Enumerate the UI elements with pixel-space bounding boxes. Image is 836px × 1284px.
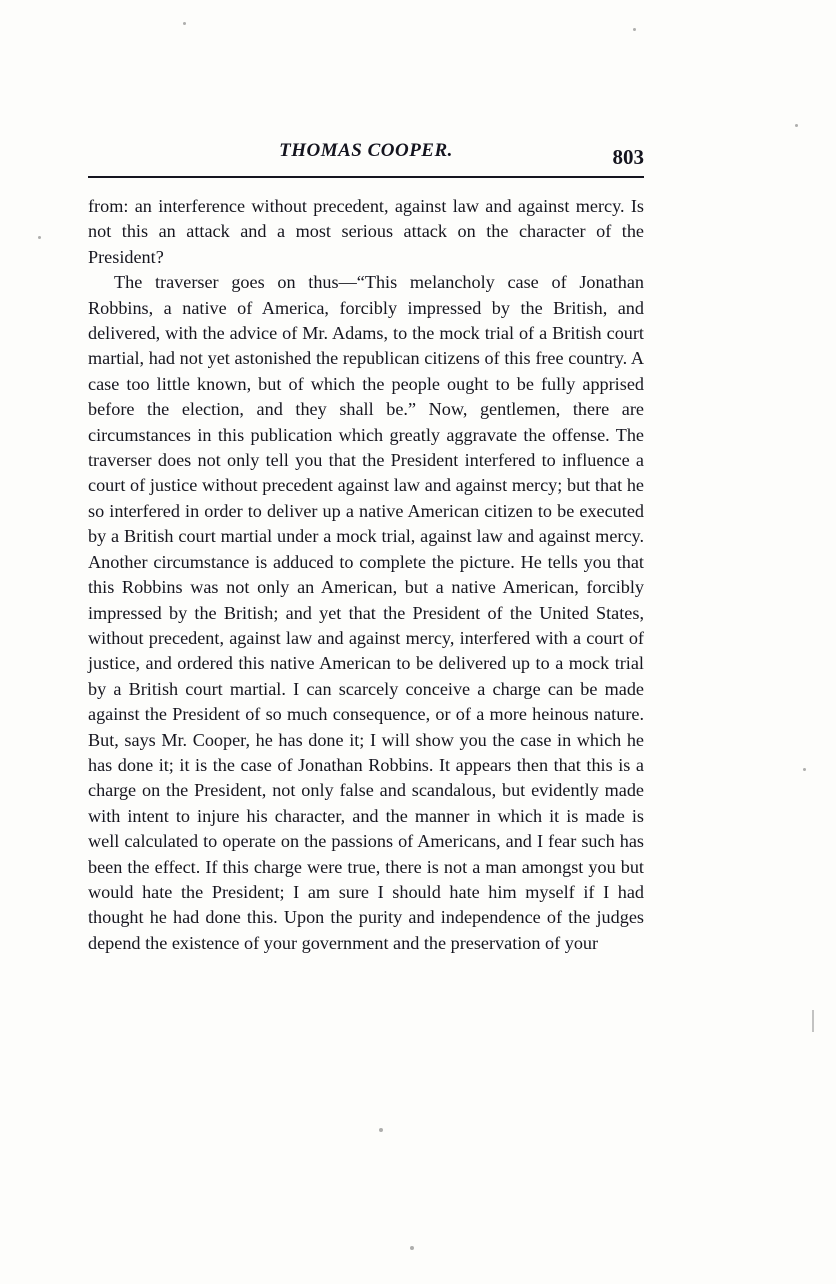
body-text [88,194,644,956]
page-header [88,140,644,170]
page-edge-mark [812,1010,814,1032]
page-speck [183,22,186,25]
paragraph: from: an interference without precedent, against law and against mercy. Is not this an attack and a most serious attack on the character of the President? [88,196,644,267]
page-speck [410,1246,414,1250]
running-head: THOMAS COOPER. [279,140,453,161]
page-speck [379,1128,383,1132]
paragraph: The traverser goes on thus—“This melancholy case of Jonathan Robbins, a native of America, forcibly impressed by the British, and delivered, with the advice of Mr. Adams, to the mock trial of a British court martial, had not yet astonished the republican citizens of this free country. A case too little known, but of which the people ought to be fully apprised before the election, and they shall be.” Now, gentlemen, there are circumstances in this publication which greatly aggravate the offense. The traverser does not only tell you that the President interfered to influence a court of justice without precedent against law and against mercy; but that he so interfered in order to deliver up a native American citizen to be executed by a British court martial under a mock trial, against law and against mercy. Another circumstance is adduced to complete the picture. He tells you that this Robbins was not only an American, but a native American, forcibly impressed by the British; and yet that the President of the United States, without precedent, against law and against mercy, interfered with a court of justice, and ordered this native American to be delivered up to a mock trial by a British court martial. I can scarcely conceive a charge can be made against the President of so much consequence, or of a more heinous nature. But, says Mr. Cooper, he has done it; I will show you the case in which he has done it; it is the case of Jonathan Robbins. It appears then that this is a charge on the President, not only false and scandalous, but evidently made with intent to injure his character, and the manner in which it is made is well calculated to operate on the passions of Americans, and I fear such has been the effect. If this charge were true, there is not a man amongst you but would hate the President; I am sure I should hate him myself if I had thought he had done this. Upon the purity and independence of the judges depend the existence of your government and the preservation of your [88,272,644,953]
page-speck [633,28,636,31]
page-speck [38,236,41,239]
page-content [88,140,644,956]
header-rule [88,176,644,178]
page-speck [803,768,806,771]
page-number: 803 [612,145,644,169]
page-speck [795,124,798,127]
